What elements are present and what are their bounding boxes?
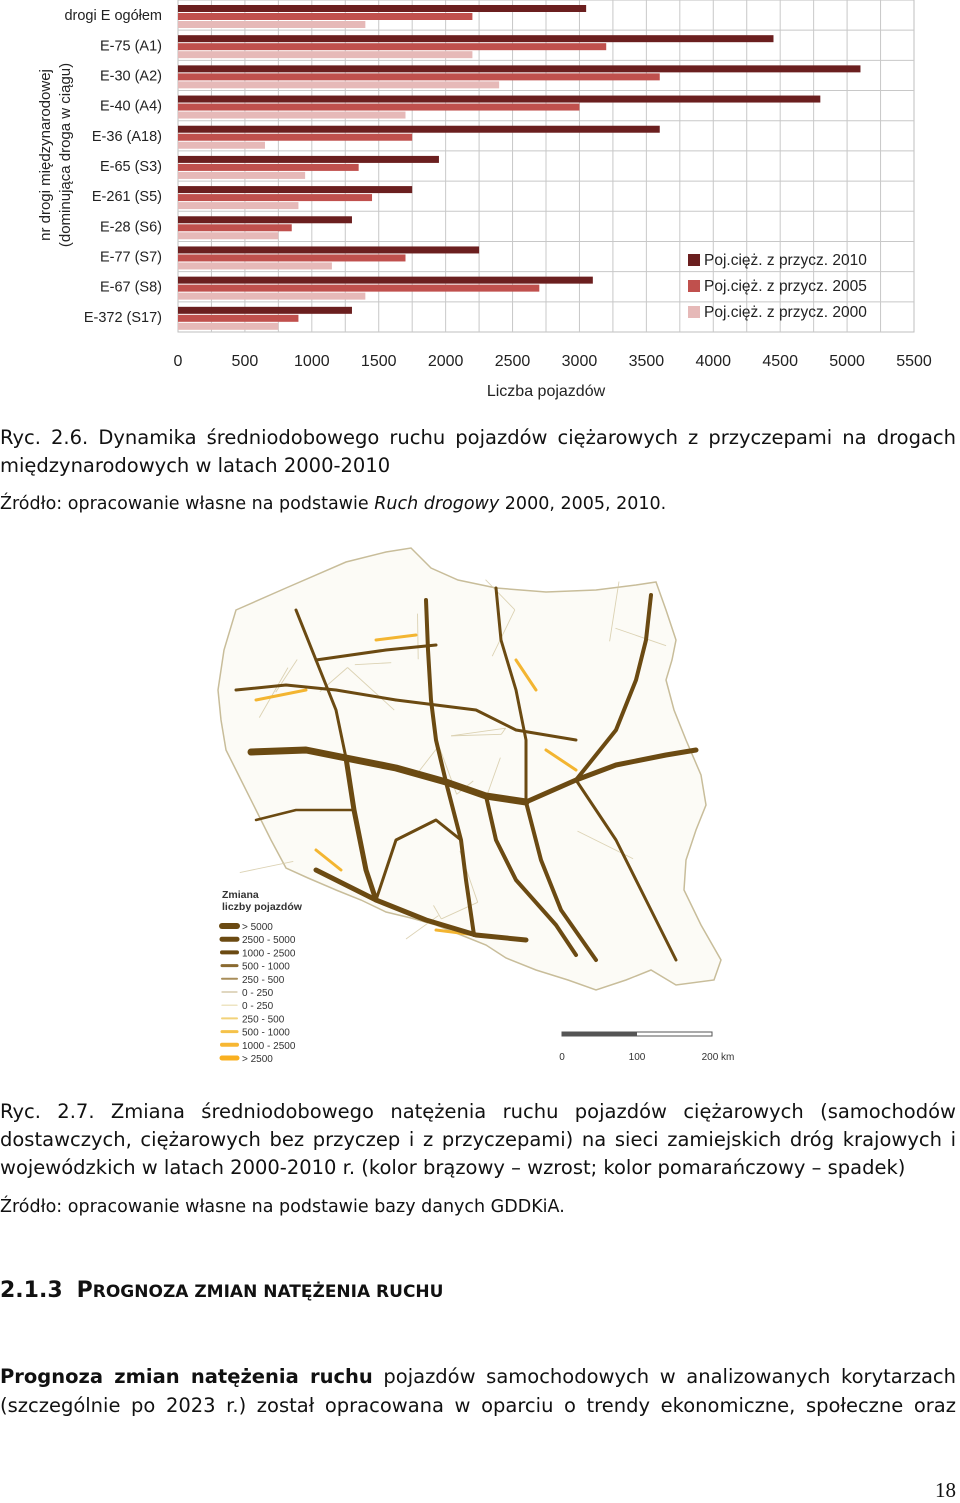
bar-0-5 [178, 156, 439, 163]
bar-0-1 [178, 35, 773, 42]
x-tick-label: 0 [173, 353, 183, 370]
map-legend-label: 500 - 1000 [242, 1027, 290, 1039]
map-legend-label: > 2500 [242, 1054, 273, 1065]
x-tick-label: 5500 [896, 353, 932, 370]
category-label: E-30 (A2) [99, 68, 162, 85]
bar-1-4 [178, 134, 412, 141]
section-heading [0, 1278, 443, 1303]
map-scale-bar [559, 1032, 734, 1063]
y-axis-title-line1: nr drogi międzynarodowej [37, 69, 54, 241]
bar-2-7 [178, 232, 278, 239]
x-tick-label: 500 [231, 353, 259, 370]
bar-0-10 [178, 307, 352, 314]
category-label: E-261 (S5) [91, 189, 162, 206]
x-tick-label: 5000 [829, 353, 865, 370]
x-tick-label: 2500 [494, 353, 531, 370]
bar-1-7 [178, 224, 292, 231]
figure-caption-2-6 [0, 424, 956, 480]
category-label: E-67 (S8) [99, 279, 162, 296]
page-number: 18 [935, 1478, 956, 1502]
scale-label-100: 100 [628, 1052, 646, 1063]
x-tick-label: 3000 [561, 353, 598, 370]
scale-label-200: 200 km [701, 1052, 735, 1063]
paragraph-bold-lead: Prognoza zmian natężenia ruchu [0, 1365, 373, 1388]
legend-swatch [688, 254, 700, 266]
bar-0-2 [178, 65, 860, 72]
bar-1-0 [178, 13, 472, 20]
bar-0-3 [178, 96, 820, 103]
bar-2-1 [178, 51, 472, 58]
bar-1-1 [178, 43, 606, 50]
map-legend-label: > 5000 [242, 922, 273, 933]
x-tick-label: 1500 [360, 353, 397, 370]
category-label: E-36 (A18) [91, 128, 162, 145]
legend-label: Poj.cięż. z przycz. 2005 [704, 278, 867, 295]
bar-2-4 [178, 142, 265, 149]
country-outline [218, 548, 721, 990]
map-legend-label: 250 - 500 [242, 974, 285, 986]
bar-1-2 [178, 73, 660, 80]
map-legend [222, 889, 303, 1065]
map-legend-label: 250 - 500 [242, 1014, 285, 1026]
map-legend-title-2: liczby pojazdów [222, 901, 302, 913]
category-label: E-40 (A4) [99, 98, 162, 115]
source-prefix: Źródło: opracowanie własne na podstawie [0, 494, 375, 514]
category-label: E-77 (S7) [99, 249, 162, 266]
bar-0-4 [178, 126, 660, 133]
bar-0-9 [178, 277, 593, 284]
bar-2-9 [178, 293, 365, 300]
caption-text: Zmiana średniodobowego natężenia ruchu pojazdów ciężarowych (samochodów dostawczych, ciężarowych bez przyczep i z przyczepami) na sieci zamiejskich dróg krajowych i wojewódzkich w latach 2000-2010 r. (kolor brązowy – wzrost; kolor pomarańczowy – spadek) [0, 1100, 956, 1179]
map-legend-items [222, 922, 296, 1065]
section-number: 2.1.3 [0, 1278, 63, 1303]
legend-swatch [688, 306, 700, 318]
y-axis-title-line2: (dominująca droga w ciągu) [57, 62, 74, 248]
section-title-initial: P [76, 1278, 93, 1303]
bar-2-10 [178, 323, 278, 330]
figure-source-2-6 [0, 494, 666, 514]
category-label: E-28 (S6) [99, 219, 162, 236]
legend-swatch [688, 280, 700, 292]
bar-0-8 [178, 246, 479, 253]
legend-label: Poj.cięż. z przycz. 2010 [704, 252, 867, 269]
bar-2-8 [178, 262, 332, 269]
bar-1-8 [178, 254, 405, 261]
map-legend-label: 0 - 250 [242, 988, 274, 999]
bar-2-2 [178, 81, 499, 88]
section-title-rest: ROGNOZA ZMIAN NATĘŻENIA RUCHU [92, 1282, 444, 1302]
bar-2-5 [178, 172, 305, 179]
bar-1-3 [178, 104, 579, 111]
scale-label-0: 0 [559, 1052, 565, 1063]
bar-2-3 [178, 112, 405, 119]
map-legend-label: 1000 - 2500 [242, 948, 296, 960]
bar-1-10 [178, 315, 298, 322]
figure-source-2-7: Źródło: opracowanie własne na podstawie bazy danych GDDKiA. [0, 1197, 565, 1217]
map-legend-label: 1000 - 2500 [242, 1040, 296, 1052]
source-suffix: 2000, 2005, 2010. [499, 494, 667, 514]
poland-traffic-map [196, 540, 756, 1070]
bar-0-7 [178, 216, 352, 223]
bar-chart [0, 0, 960, 410]
paragraph-text: pojazdów samochodowych w analizowanych korytarzach (szczególnie po 2023 r.) został opracowana w oparciu o trendy ekonomiczne, społeczne oraz [0, 1365, 956, 1417]
legend-label: Poj.cięż. z przycz. 2000 [704, 304, 867, 321]
category-labels [64, 8, 162, 326]
x-tick-label: 4500 [762, 353, 798, 370]
x-tick-label: 4000 [695, 353, 732, 370]
map-legend-title-1: Zmiana [222, 889, 259, 901]
caption-label: Ryc. 2.7. [0, 1100, 95, 1123]
map-legend-label: 0 - 250 [242, 1001, 274, 1013]
map-legend-label: 2500 - 5000 [242, 935, 296, 947]
x-axis-title: Liczba pojazdów [486, 383, 606, 400]
x-tick-label: 2000 [427, 353, 464, 370]
figure-caption-2-7 [0, 1098, 956, 1182]
chart-legend [688, 252, 867, 321]
map-legend-label: 500 - 1000 [242, 961, 290, 973]
x-tick-labels [174, 353, 932, 370]
bar-1-6 [178, 194, 372, 201]
bar-2-0 [178, 21, 365, 28]
category-label: drogi E ogółem [64, 8, 162, 25]
category-label: E-75 (A1) [99, 38, 162, 55]
bar-1-9 [178, 285, 539, 292]
bar-0-6 [178, 186, 412, 193]
category-label: E-65 (S3) [99, 159, 162, 175]
bar-1-5 [178, 164, 359, 171]
bar-0-0 [178, 5, 586, 12]
caption-label: Ryc. 2.6. [0, 426, 89, 449]
bar-2-6 [178, 202, 298, 209]
x-tick-label: 1000 [294, 353, 330, 370]
caption-text: Dynamika średniodobowego ruchu pojazdów ciężarowych z przyczepami na drogach międzynarodowych w latach 2000-2010 [0, 426, 957, 477]
category-label: E-372 (S17) [83, 309, 162, 326]
source-italic: Ruch drogowy [374, 494, 500, 514]
x-tick-label: 3500 [628, 353, 665, 370]
body-paragraph [0, 1362, 956, 1420]
